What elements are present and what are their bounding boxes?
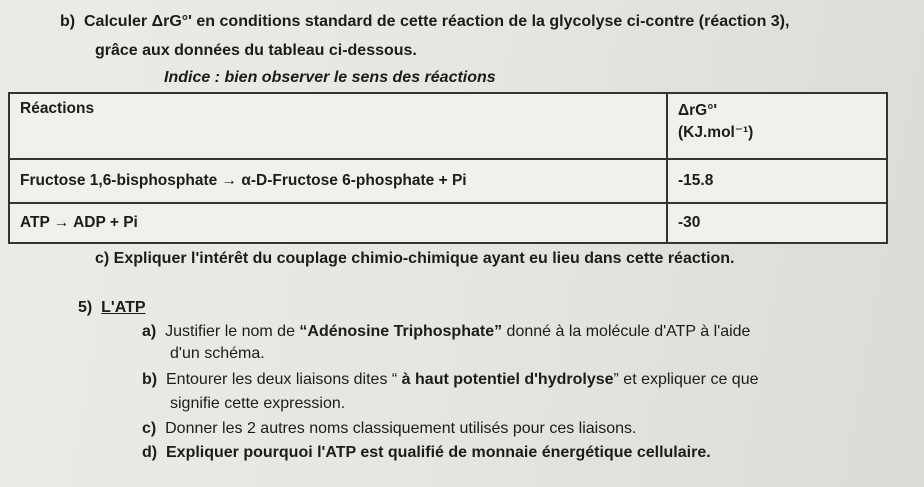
part5-number: 5) (78, 299, 93, 316)
item-b-text-post: ” et expliquer ce que (613, 371, 759, 388)
reaction-cell: ATP → ADP + Pi (9, 203, 667, 243)
item-c (142, 419, 636, 439)
item-b-text-pre: Entourer les deux liaisons dites “ (166, 371, 402, 388)
item-b-cont: signifie cette expression. (170, 395, 346, 412)
item-a-text-post: donné à la molécule d'ATP à l'aide (502, 323, 751, 340)
item-a-bold: “Adénosine Triphosphate” (299, 323, 503, 340)
question-b-marker: b) (60, 13, 76, 30)
item-d (142, 443, 711, 463)
energy-value-cell: -30 (667, 203, 887, 243)
header-energy (667, 93, 887, 159)
question-b (60, 12, 789, 32)
item-b-letter: b) (142, 371, 158, 388)
question-b-line1: Calculer ΔrG°' en conditions standard de cette réaction de la glycolyse ci-contre (réaction 3), (84, 13, 790, 30)
item-b-bold: à haut potentiel d'hydrolyse (401, 371, 614, 388)
question-c: c) Expliquer l'intérêt du couplage chimio-chimique ayant eu lieu dans cette réaction. (95, 250, 735, 267)
item-c-letter: c) (142, 420, 157, 437)
item-a-cont: d'un schéma. (170, 345, 265, 362)
item-d-letter: d) (142, 444, 158, 461)
item-d-text: Expliquer pourquoi l'ATP est qualifié de monnaie énergétique cellulaire. (166, 444, 711, 461)
header-energy-unit: (KJ.mol⁻¹) (678, 124, 754, 141)
hint-text: Indice : bien observer le sens des réactions (164, 69, 496, 86)
table-row (9, 159, 887, 203)
energy-value-cell: -15.8 (667, 159, 887, 203)
table-header-row (9, 93, 887, 159)
item-a-letter: a) (142, 323, 157, 340)
reaction-cell: Fructose 1,6-bisphosphate → α-D-Fructose 6-phosphate + Pi (9, 159, 667, 203)
item-b (142, 370, 759, 390)
header-energy-symbol: ΔrG°' (678, 102, 718, 119)
table-row (9, 203, 887, 243)
item-a (142, 322, 750, 342)
question-b-line2: grâce aux données du tableau ci-dessous. (95, 42, 417, 59)
item-a-text-pre: Justifier le nom de (165, 323, 300, 340)
reactions-table (8, 92, 888, 244)
header-reactions: Réactions (9, 93, 667, 159)
part5-heading (78, 298, 146, 318)
part5-title: L'ATP (101, 299, 146, 316)
item-c-text: Donner les 2 autres noms classiquement utilisés pour ces liaisons. (165, 420, 637, 437)
